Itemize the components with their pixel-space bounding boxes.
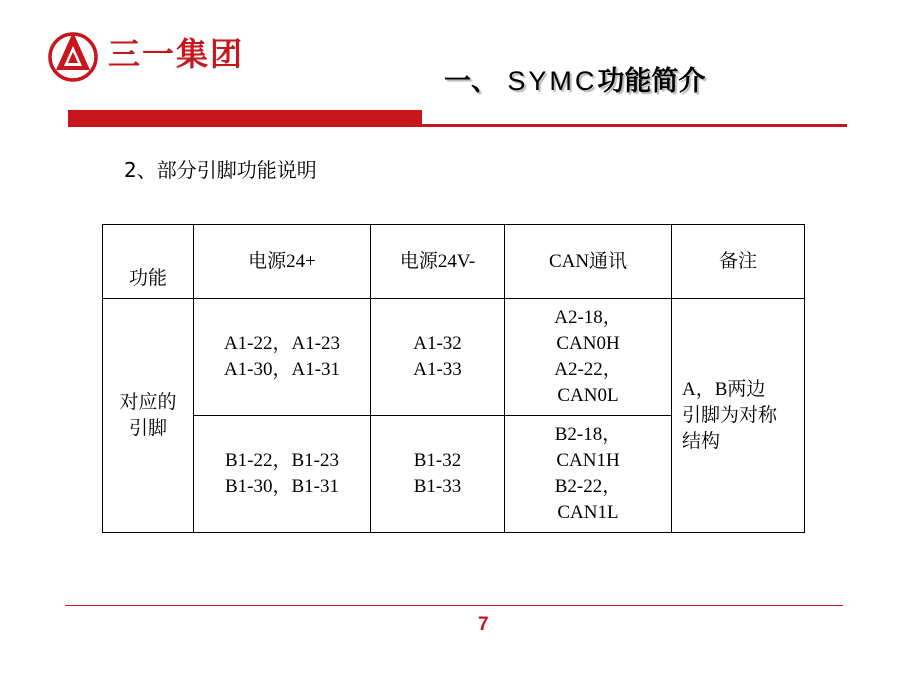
table-row [103,299,805,416]
cell-b-power-positive [194,416,371,533]
section-subtitle: 2、部分引脚功能说明 [124,158,317,182]
title-latin: SYMC [507,66,598,96]
pin-value: CAN0L [557,385,619,406]
title-prefix: 一、 [444,66,498,97]
header-can: CAN通讯 [505,225,672,299]
pin-value: A1-33 [413,359,462,380]
row-label-line: 对应的 [119,391,177,413]
cell-b-power-negative [371,416,505,533]
pin-value: A1-22，A1-23 [223,333,341,354]
header-function: 功能 [103,225,194,299]
header-power-positive: 电源24+ [194,225,371,299]
brand-name: 三一集团 [108,35,245,73]
cell-a-power-negative [371,299,505,416]
page-title [444,68,705,95]
note-line: 引脚为对称 [682,404,778,426]
cell-a-can [505,299,672,416]
pin-value: B1-32 [413,450,462,471]
note-line: 结构 [682,430,721,452]
pin-value: A2-22， [554,359,622,380]
pin-function-table [102,224,805,533]
sany-logo-icon [46,30,100,82]
pin-value: A1-30，A1-31 [223,359,341,380]
pin-value: CAN0H [556,333,620,354]
header-bar-thick [68,110,422,127]
pin-value: A2-18， [554,307,622,328]
footer-divider [65,605,843,606]
pin-value: B2-18， [554,424,622,445]
header-bar-thin [422,124,847,127]
note-cell [672,299,805,533]
header-note: 备注 [672,225,805,299]
pin-value: CAN1L [557,502,619,523]
title-suffix: 功能简介 [597,66,706,97]
table-header-row [103,225,805,299]
pin-value: B1-33 [413,476,462,497]
row-label-line: 引脚 [128,417,167,439]
pin-value: B1-30，B1-31 [224,476,339,497]
pin-value: CAN1H [556,450,620,471]
header-power-negative: 电源24V- [371,225,505,299]
pin-value: B1-22，B1-23 [224,450,339,471]
pin-value: A1-32 [413,333,462,354]
note-line: A，B两边 [682,378,766,400]
cell-b-can [505,416,672,533]
pin-value: B2-22， [554,476,622,497]
page-number: 7 [478,614,489,635]
row-label-cell [103,299,194,533]
cell-a-power-positive [194,299,371,416]
